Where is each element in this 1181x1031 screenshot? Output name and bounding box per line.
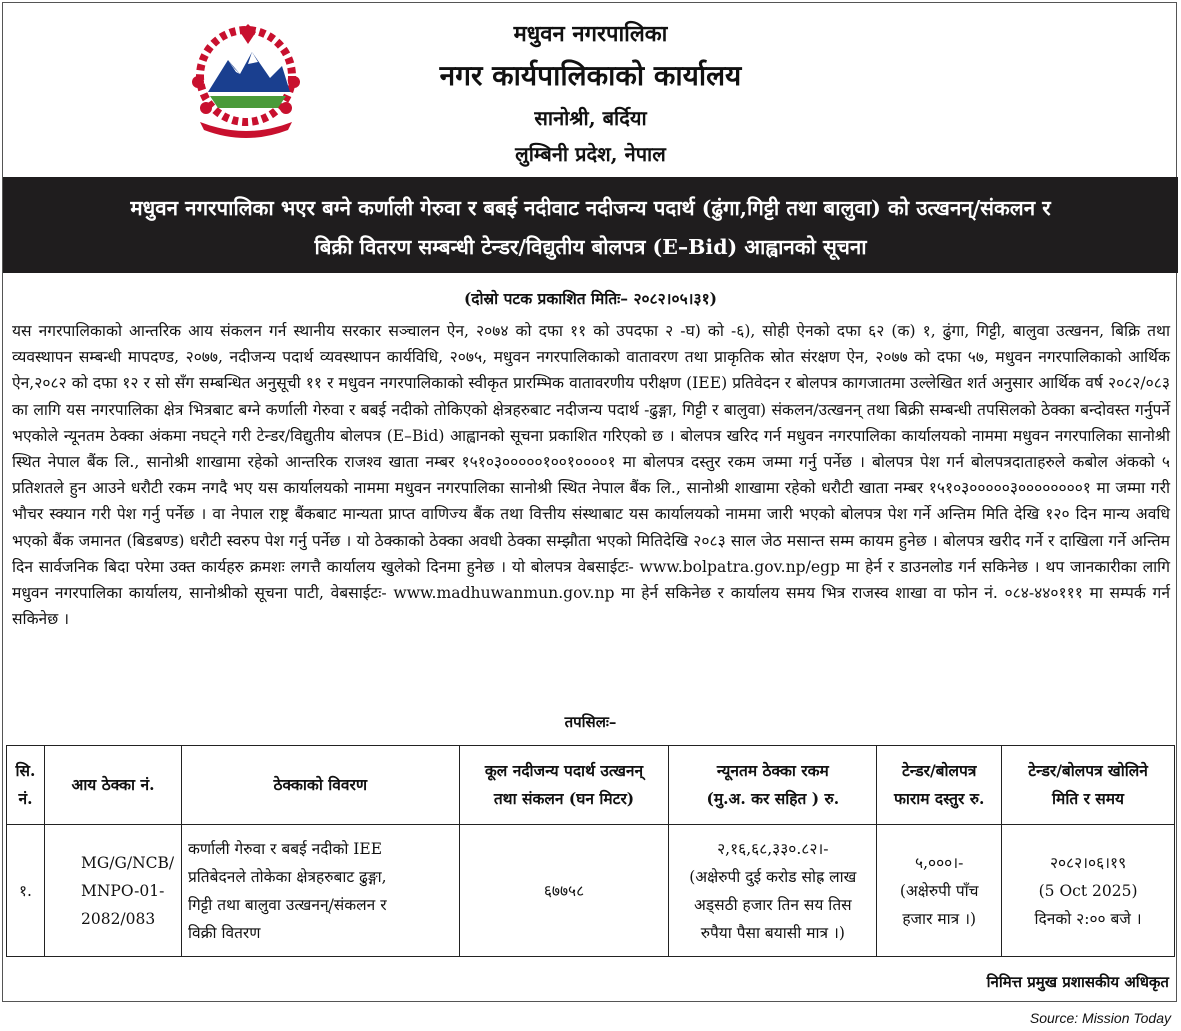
col-header-code: आय ठेक्का नं. (44, 746, 181, 825)
cell-text: २०८२।०६।१९ (1049, 853, 1127, 872)
header-text: टेन्डर/बोलपत्र खोलिने (1028, 761, 1148, 780)
header-text: टेन्डर/बोलपत्र (901, 761, 977, 780)
office-location: सानोश्री, बर्दिया (534, 106, 647, 130)
header-text: सि. (15, 761, 36, 780)
cell-text: ५,०००।- (915, 853, 964, 872)
cell-description (181, 825, 459, 957)
cell-text: हजार मात्र ।) (902, 909, 977, 928)
notice-title-line-2: बिक्री वितरण सम्बन्धी टेन्डर/विद्युतीय बोलपत्र (E–Bid) आह्वानको सूचना (314, 235, 867, 259)
header-text: नं. (18, 789, 33, 808)
cell-sn: १. (7, 825, 45, 957)
schedule-label: तपसिलः– (564, 713, 617, 731)
cell-text: MG/G/NCB/ (80, 853, 175, 872)
notice-header (0, 0, 1181, 176)
province-name: लुम्बिनी प्रदेश, नेपाल (515, 142, 666, 166)
header-text: (मु.अ. कर सहित ) रु. (706, 789, 840, 808)
col-header-sn (7, 746, 45, 825)
cell-text: प्रतिबेदनले तोकेका क्षेत्रहरुबाट ढुङ्गा, (187, 867, 387, 886)
cell-fee (877, 825, 1002, 957)
cell-text: अड्सठी हजार तिन सय तिस (693, 895, 852, 914)
notice-body: यस नगरपालिकाको आन्तरिक आय संकलन गर्न स्थानीय सरकार सञ्चालन ऐन, २०७४ को दफा ११ को उपदफा २ -घ) को -६), सोही ऐनको दफा ६२ (क) १, ढुंगा, गिट्टी, बालुवा उत्खनन, बिक्रि तथा व्यवस्थापन सम्बन्धी मापदण्ड, २०७७, नदीजन्य पदार्थ व्यवस्थापन कार्यविधि, २०७५, मधुवन नगरपालिकाको वातावरण तथा प्राकृतिक स्रोत संरक्षण ऐन, २०७७ को दफा ५७, मधुवन नगरपालिकाको आर्थिक ऐन,२०८२ को दफा १२ र सो सँग सम्बन्धित अनुसूची ११ र मधुवन नगरपालिकाको स्वीकृत प्रारम्भिक वातावरणीय परीक्षण (IEE) प्रतिवेदन र बोलपत्र कागजातमा उल्लेखित शर्त अनुसार आर्थिक वर्ष २०८२/०८३ का लागि यस नगरपालिका क्षेत्र भित्रबाट बग्ने कर्णाली गेरुवा र बबई नदीको तोकिएको क्षेत्रहरुबाट नदीजन्य पदार्थ -ढुङ्गा, गिट्टी र बालुवा) संकलन/उत्खनन् तथा बिक्री सम्बन्धी तपसिलको ठेक्का बन्दोवस्त गर्नुपर्ने भएकोले न्यूनतम ठेक्का अंकमा नघट्ने गरी टेन्डर/विद्युतीय बोलपत्र (E–Bid) आह्वानको सूचना प्रकाशित गरिएको छ । बोलपत्र खरिद गर्न मधुवन नगरपालिका कार्यालयको नाममा मधुवन नगरपालिका सानोश्री स्थित नेपाल बैंक लि., सानोश्री शाखामा रहेको आन्तरिक राजश्व खाता नम्बर १५१०३०००००१००१००००१ मा बोलपत्र दस्तुर रकम जम्मा गर्नु पर्नेछ । बोलपत्र पेश गर्न बोलपत्रदाताहरुले कबोल अंकको ५ प्रतिशतले हुन आउने धरौटी रकम नगदै भए यस कार्यालयको नाममा मधुवन नगरपालिका सानोश्री स्थित नेपाल बैंक लि., सानोश्री शाखामा रहेको धरौटी खाता नम्बर १५१०३०००००३००००००००१ मा जम्मा गरी भौचर स्क्यान गरी पेश गर्नु पर्नेछ । वा नेपाल राष्ट्र बैंकबाट मान्यता प्राप्त वाणिज्य बैंक तथा वित्तीय संस्थाबाट यस कार्यालयको नाममा जारी भएको बोलपत्र पेश गर्ने अन्तिम मिति देखि १२० दिन मान्य अवधि भएको बैंक जमानत (बिडबण्ड) धरौटी स्वरुप पेश गर्नु पर्नेछ । यो ठेक्काको ठेक्का अवधी ठेक्का सम्झौता भएको मितिदेखि २०८३ साल जेठ मसान्त सम्म कायम हुनेछ । बोलपत्र खरीद गर्ने र दाखिला गर्ने अन्तिम दिन सार्वजनिक बिदा परेमा उक्त कार्यहरु क्रमशः लगत्तै कार्यालय खुलेको दिनमा हुनेछ । यो बोलपत्र वेबसाईटः- www.bolpatra.gov.np/egp मा हेर्न र डाउनलोड गर्न सकिनेछ । थप जानकारीका लागि मधुवन नगरपालिका कार्यालय, सानोश्रीको सूचना पाटी, वेबसाईटः- www.madhuwanmun.gov.np मा हेर्न सकिनेछ र कार्यालय समय भित्र राजस्व शाखा वा फोन नं. ०८४-४४०१११ मा सम्पर्क गर्न सकिनेछ । (12, 322, 1170, 629)
header-text: मिति र समय (1052, 789, 1125, 808)
cell-text: २,१६,६८,३३०.८२।- (717, 839, 829, 858)
municipality-name: मधुवन नगरपालिका (513, 21, 668, 47)
publication-date: (दोस्रो पटक प्रकाशित मितिः– २०८२।०५।३१) (463, 289, 718, 308)
header-text: न्यूनतम ठेक्का रकम (716, 761, 829, 780)
cell-text: MNPO-01- (80, 881, 165, 900)
cell-text: रुपैया पैसा बयासी मात्र ।) (700, 923, 845, 942)
header-text: कूल नदीजन्य पदार्थ उत्खनन् (484, 761, 644, 780)
cell-text: गिट्टी तथा बालुवा उत्खनन्/संकलन र (187, 895, 387, 914)
cell-text: (5 Oct 2025) (1038, 881, 1138, 900)
notice-title-line-1: मधुवन नगरपालिका भएर बग्ने कर्णाली गेरुवा र बबई नदीवाट नदीजन्य पदार्थ (ढुंगा,गिट्टी तथा बालुवा) को उत्खनन्/संकलन र (130, 196, 1051, 220)
header-text: तथा संकलन (घन मिटर) (493, 789, 635, 808)
cell-quantity: ६७७५८ (459, 825, 669, 957)
cell-min-amount (669, 825, 877, 957)
notice-title-banner (3, 177, 1178, 273)
header-text: फाराम दस्तुर रु. (893, 789, 985, 808)
cell-text: (अक्षेरुपी दुई करोड सोह्र लाख (689, 867, 857, 886)
signatory-title: निमित्त प्रमुख प्रशासकीय अधिकृत (986, 973, 1169, 991)
col-header-opening (1002, 746, 1175, 825)
col-header-quantity (459, 746, 669, 825)
cell-text: कर्णाली गेरुवा र बबई नदीको IEE (187, 839, 383, 858)
col-header-fee (877, 746, 1002, 825)
table-header-row (7, 746, 1175, 825)
cell-text: विक्री वितरण (187, 923, 261, 942)
cell-text: दिनको २:०० बजे । (1034, 909, 1142, 928)
cell-code (44, 825, 181, 957)
table-row (7, 825, 1175, 957)
office-name: नगर कार्यपालिकाको कार्यालय (439, 59, 742, 92)
col-header-min-amount (669, 746, 877, 825)
cell-opening (1002, 825, 1175, 957)
col-header-description: ठेक्काको विवरण (181, 746, 459, 825)
cell-text: (अक्षेरुपी पाँच (899, 881, 979, 900)
cell-text: 2082/083 (80, 909, 156, 928)
tender-schedule-table (6, 745, 1175, 957)
source-credit: Source: Mission Today (1029, 1010, 1171, 1026)
